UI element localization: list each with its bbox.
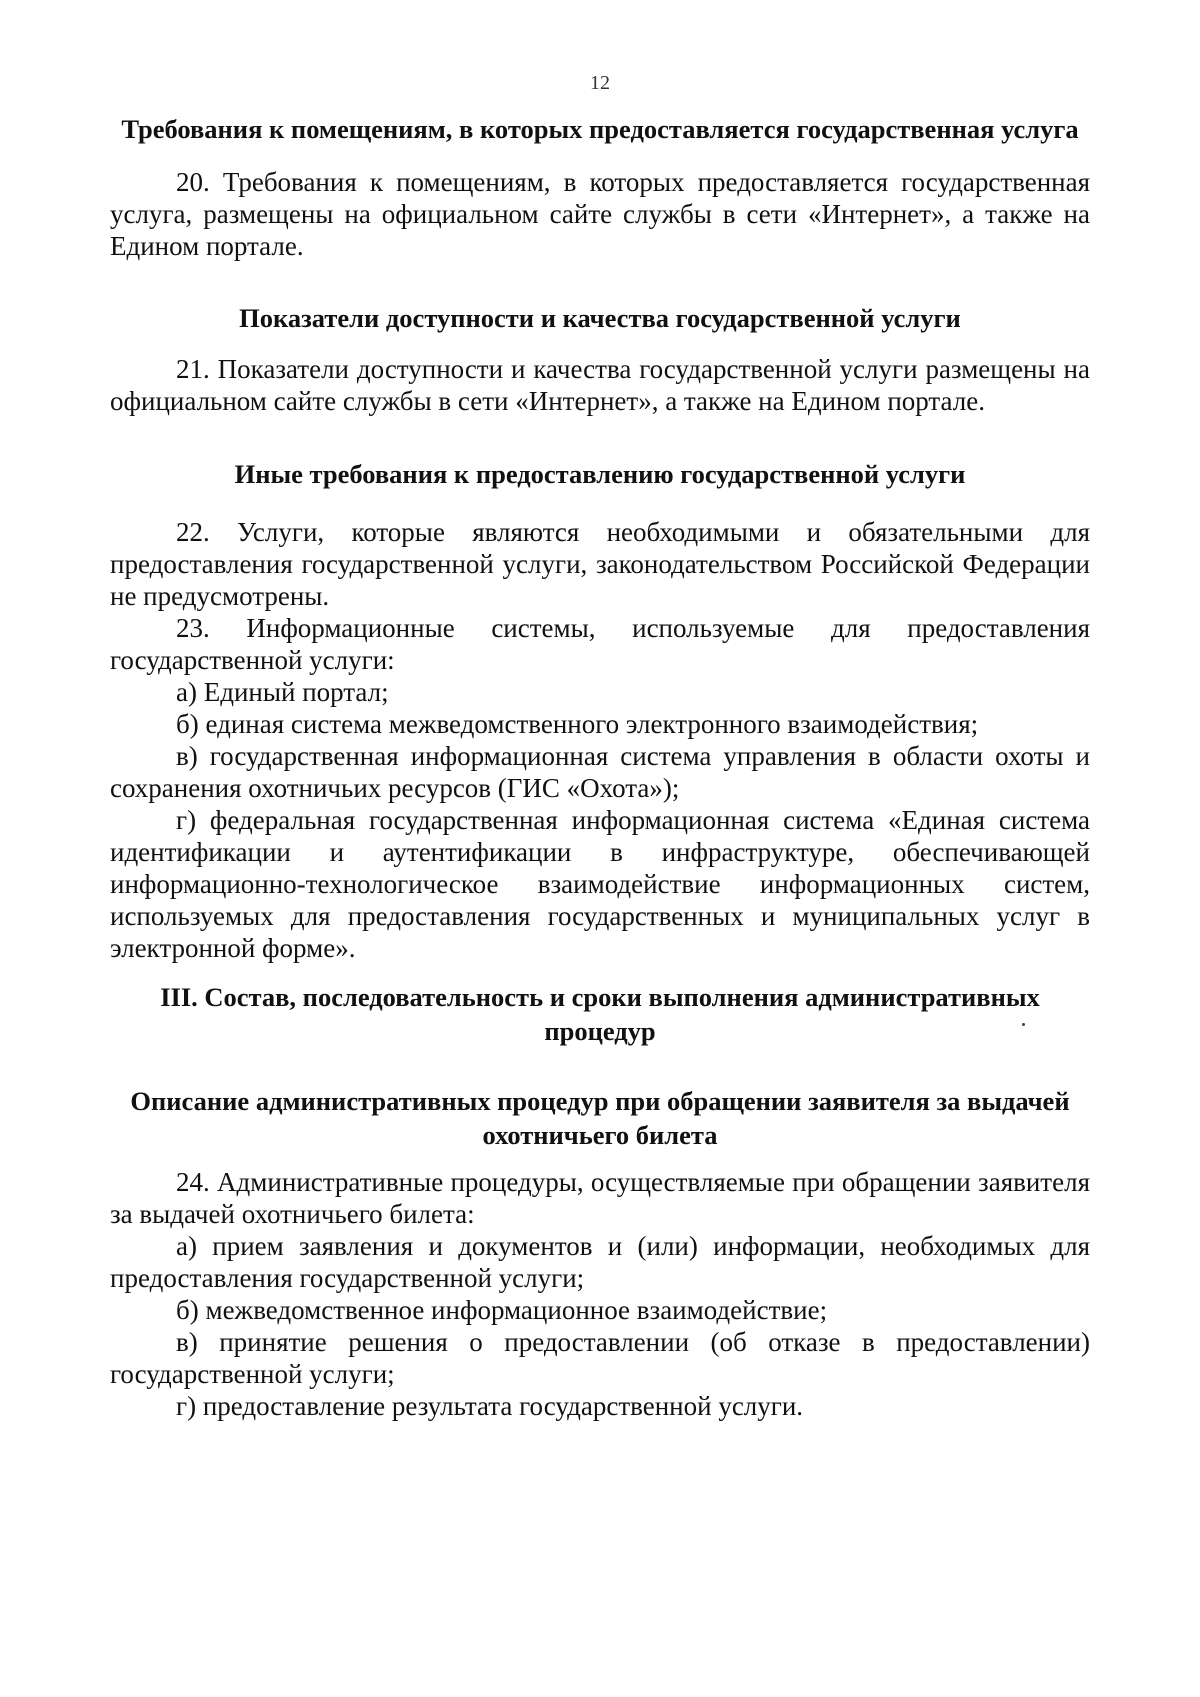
list-item-24a: а) прием заявления и документов и (или) информации, необходимых для предоставления государственной услуги; (110, 1231, 1090, 1293)
list-item-23c: в) государственная информационная система управления в области охоты и сохранения охотничьих ресурсов (ГИС «Охота»); (110, 741, 1090, 803)
paragraph-21 (110, 353, 1090, 417)
chapter-heading-line-1: III. Состав, последовательность и сроки выполнения административных (160, 982, 1040, 1012)
paragraph-21-text: 21. Показатели доступности и качества государственной услуги размещены на официальном сайте службы в сети «Интернет», а также на Едином портале. (110, 354, 1090, 416)
paragraph-24-text: 24. Административные процедуры, осуществляемые при обращении заявителя за выдачей охотничьего билета: (110, 1167, 1090, 1229)
section-heading-accessibility: Показатели доступности и качества государственной услуги (239, 303, 961, 333)
chapter-heading-line-2: процедур (544, 1016, 656, 1046)
paragraph-20 (110, 166, 1090, 262)
section-heading-premises: Требования к помещениям, в которых предоставляется государственная услуга (121, 114, 1079, 144)
list-item-24c: в) принятие решения о предоставлении (об отказе в предоставлении) государственной услуги; (110, 1327, 1090, 1389)
list-item-24d: г) предоставление результата государственной услуги. (176, 1391, 804, 1421)
paragraph-20-text: 20. Требования к помещениям, в которых предоставляется государственная услуга, размещены на официальном сайте службы в сети «Интернет», а также на Едином портале. (110, 167, 1090, 261)
list-item-23a: а) Единый портал; (176, 677, 389, 707)
list-item-23d: г) федеральная государственная информационная система «Единая система идентификации и аутентификации в инфраструктуре, обеспечивающей информационно-технологическое взаимодействие информационных систем, используемых для предоставления государственных и муниципальных услуг в электронной форме». (110, 805, 1090, 963)
list-item-23b: б) единая система межведомственного электронного взаимодействия; (176, 709, 979, 739)
paragraph-24 (110, 1166, 1090, 1422)
section-heading-procedures-line-2: охотничьего билета (482, 1120, 718, 1150)
chapter-heading-iii (110, 980, 1090, 1048)
section-heading-other-requirements: Иные требования к предоставлению государственной услуги (234, 459, 966, 489)
list-item-24b: б) межведомственное информационное взаимодействие; (176, 1295, 828, 1325)
section-heading-procedures-line-1: Описание административных процедур при обращении заявителя за выдачей (130, 1086, 1070, 1116)
section-heading-procedures (110, 1084, 1090, 1152)
paragraph-23-text: 23. Информационные системы, используемые для предоставления государственной услуги: (110, 613, 1090, 675)
page-number: 12 (590, 72, 610, 94)
paragraphs-22-23 (110, 516, 1090, 964)
paragraph-22-text: 22. Услуги, которые являются необходимыми и обязательными для предоставления государственной услуги, законодательством Российской Федерации не предусмотрены. (110, 517, 1090, 611)
